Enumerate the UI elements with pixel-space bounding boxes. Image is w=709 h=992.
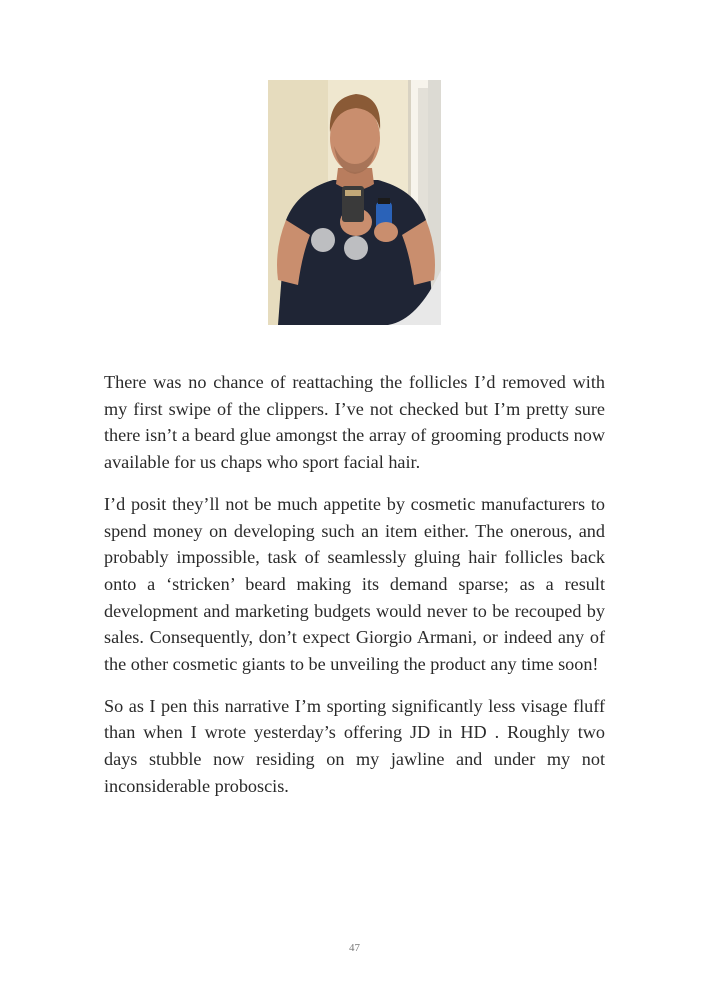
clipper-hand — [374, 222, 398, 242]
page-number: 47 — [349, 942, 360, 954]
paragraph-2: I’d posit they’ll not be much appetite by cosmetic manufacturers to spend money on developing such an item either. The onerous, and probably impossible, task of seamlessly gluing hair follicles back onto a ‘stricken’ beard making its demand sparse; as a result development and marketing budgets would never to be recouped by sales. Consequently, don’t expect Giorgio Armani, or indeed any of the other cosmetic giants to be unveiling the product any time soon! — [104, 493, 605, 675]
paragraph-3: So as I pen this narrative I’m sporting significantly less visage fluff than when I wrote yesterday’s offering JD in HD . Roughly two days stubble now residing on my jawline and under my not inconsiderable proboscis. — [104, 695, 605, 796]
body-text — [104, 369, 605, 815]
selfie-illustration — [268, 80, 441, 325]
phone-detail — [345, 190, 361, 196]
paragraph-1: There was no chance of reattaching the follicles I’d removed with my first swipe of the clippers. I’ve not checked but I’m pretty sure there isn’t a beard glue amongst the array of grooming products now available for us chaps who sport facial hair. — [104, 372, 605, 473]
clipper-blade — [378, 198, 390, 204]
shirt-graphic — [311, 228, 335, 252]
photo-mirror-selfie — [268, 80, 441, 325]
shirt-graphic-2 — [344, 236, 368, 260]
